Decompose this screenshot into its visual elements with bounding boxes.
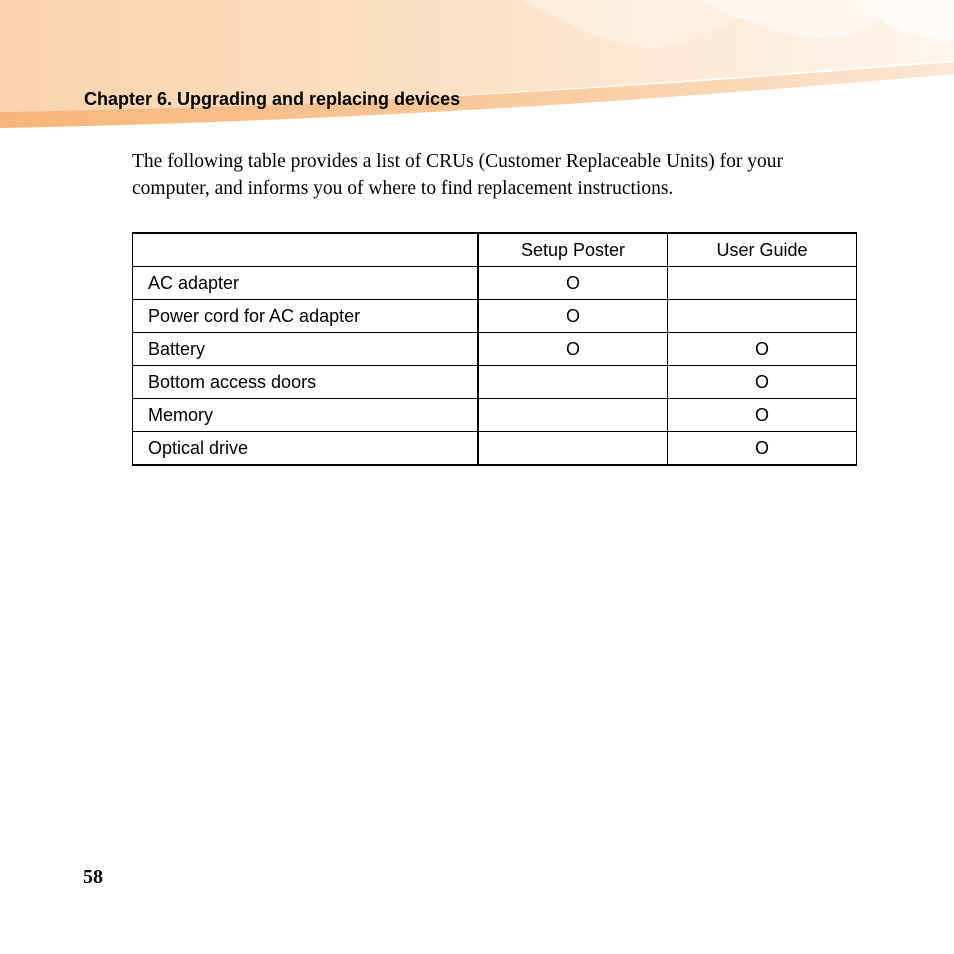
user-guide-cell: [668, 267, 857, 300]
intro-paragraph: The following table provides a list of CRUs (Customer Replaceable Units) for your computer, and informs you of where to find replacement instructions.: [132, 151, 783, 199]
table-header-row: [133, 233, 857, 267]
table-row: [133, 300, 857, 333]
table-header-cell: [133, 233, 479, 267]
cru-name-cell: Battery: [133, 333, 479, 366]
cru-name-cell: Power cord for AC adapter: [133, 300, 479, 333]
table-row: [133, 267, 857, 300]
cru-name-cell: Bottom access doors: [133, 366, 479, 399]
setup-poster-cell: [478, 366, 668, 399]
setup-poster-cell: O: [478, 333, 668, 366]
user-guide-cell: O: [668, 399, 857, 432]
page-number: 58: [83, 866, 103, 888]
table-row: [133, 333, 857, 366]
chapter-title: Chapter 6. Upgrading and replacing devices: [84, 89, 461, 109]
user-guide-cell: O: [668, 333, 857, 366]
setup-poster-cell: [478, 432, 668, 466]
table-row: [133, 366, 857, 399]
cru-table: [132, 232, 857, 466]
setup-poster-cell: [478, 399, 668, 432]
table-row: [133, 399, 857, 432]
user-guide-cell: O: [668, 432, 857, 466]
header-decorative-band: [0, 0, 954, 130]
cru-name-cell: Optical drive: [133, 432, 479, 466]
setup-poster-cell: O: [478, 300, 668, 333]
table-header-cell: Setup Poster: [478, 233, 668, 267]
user-guide-cell: [668, 300, 857, 333]
user-guide-cell: O: [668, 366, 857, 399]
table-row: [133, 432, 857, 466]
cru-name-cell: AC adapter: [133, 267, 479, 300]
table-header-cell: User Guide: [668, 233, 857, 267]
cru-name-cell: Memory: [133, 399, 479, 432]
setup-poster-cell: O: [478, 267, 668, 300]
